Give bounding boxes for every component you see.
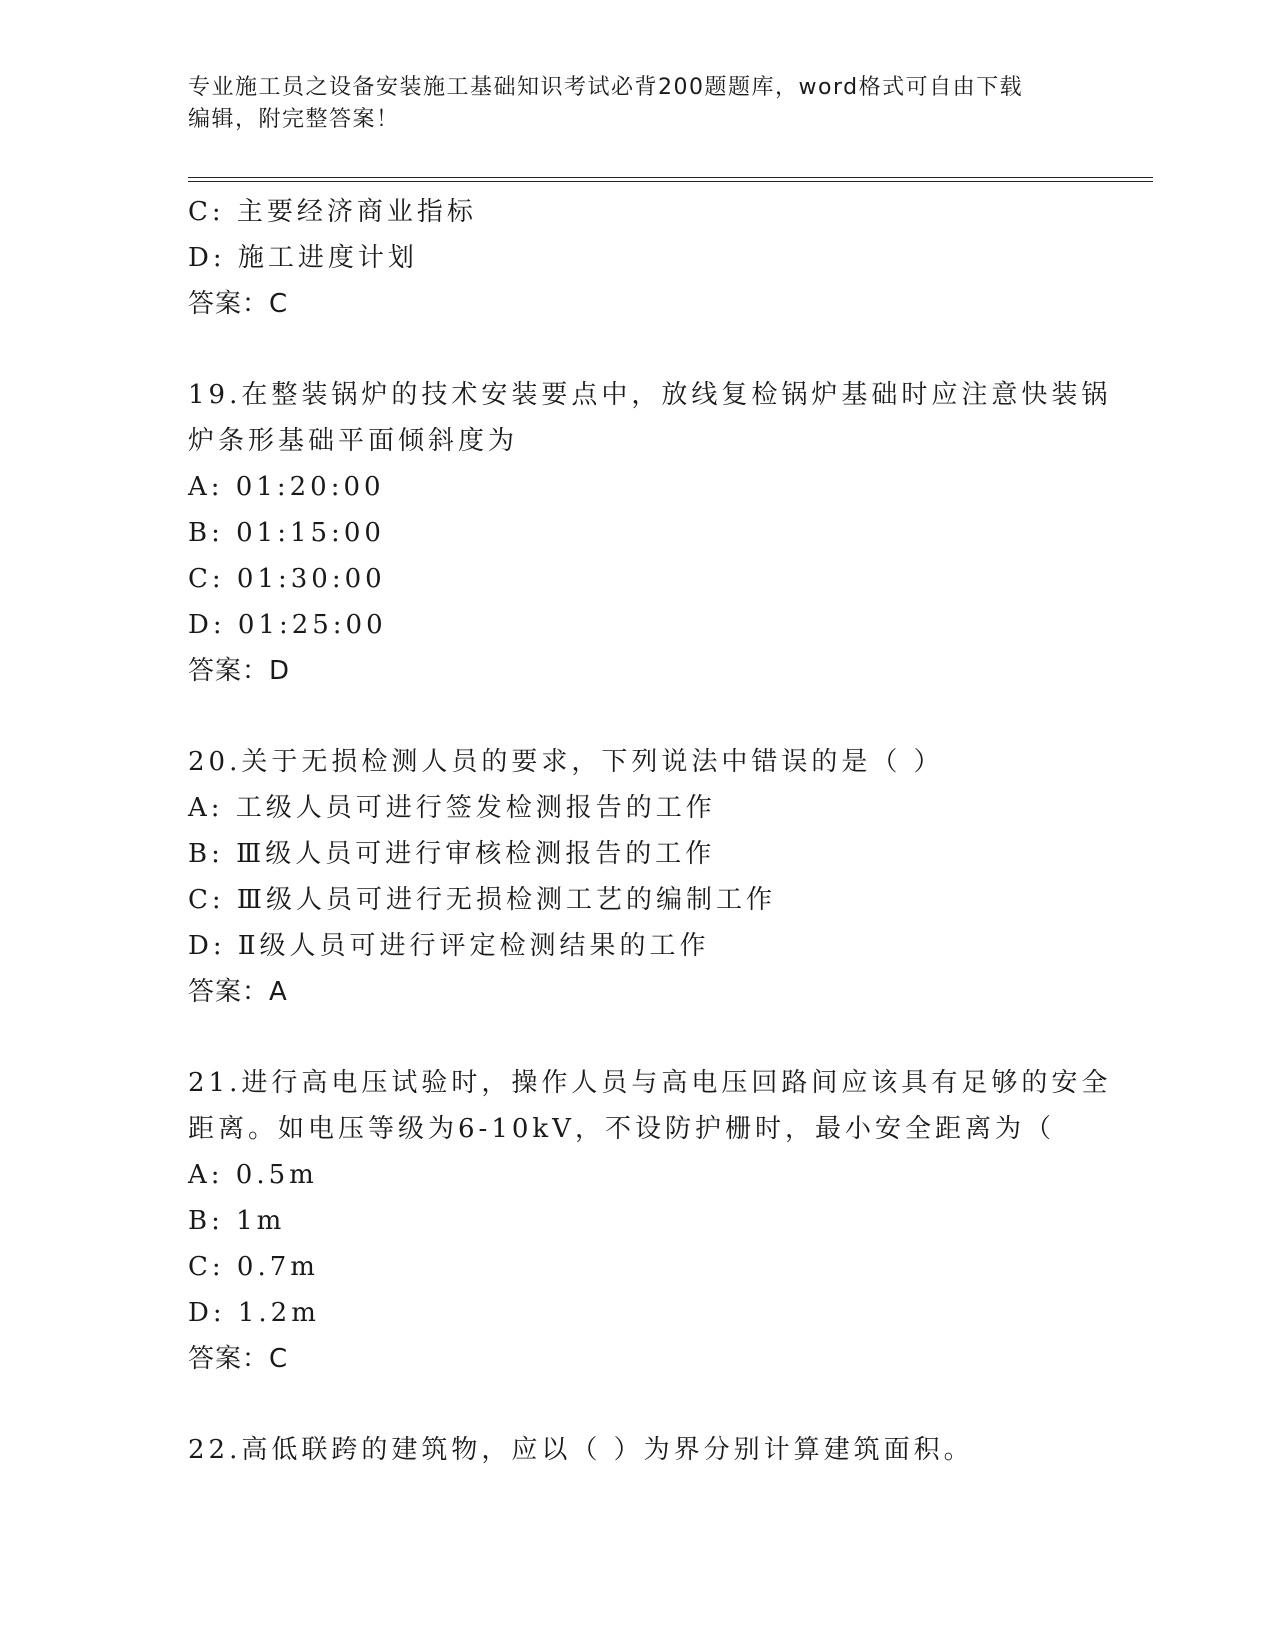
spacer <box>188 327 1088 372</box>
option-d: D: 1.2m <box>188 1298 320 1328</box>
question-19 <box>188 372 1112 694</box>
option-c: C: 主要经济商业指标 <box>188 197 477 227</box>
option-c: C: Ⅲ级人员可进行无损检测工艺的编制工作 <box>188 885 776 915</box>
document-body <box>188 189 1112 1473</box>
option-b: B: Ⅲ级人员可进行审核检测报告的工作 <box>188 839 716 869</box>
question-stem-line-2: 炉条形基础平面倾斜度为 <box>188 426 519 456</box>
answer-line: 答案：C <box>188 289 289 319</box>
spacer <box>188 694 1088 739</box>
option-a: A: 01:20:00 <box>188 472 385 502</box>
header-divider-top <box>188 177 1153 178</box>
document-header <box>188 72 1088 136</box>
question-21 <box>188 1060 1112 1382</box>
question-22 <box>188 1427 1088 1473</box>
option-d: D: 01:25:00 <box>188 610 387 640</box>
question-stem-line-1: 21.进行高电压试验时，操作人员与高电压回路间应该具有足够的安全 <box>188 1068 1112 1098</box>
header-divider-bottom <box>188 181 1153 182</box>
question-stem-line-2: 距离。如电压等级为6-10kV，不设防护栅时，最小安全距离为（ <box>188 1114 1055 1144</box>
question-stem-line-1: 22.高低联跨的建筑物，应以（ ）为界分别计算建筑面积。 <box>188 1435 974 1465</box>
option-b: B: 01:15:00 <box>188 518 385 548</box>
header-line-2: 编辑，附完整答案！ <box>188 107 400 132</box>
option-a: A: 工级人员可进行签发检测报告的工作 <box>188 793 716 823</box>
option-c: C: 01:30:00 <box>188 564 386 594</box>
question-stem-line-1: 19.在整装锅炉的技术安装要点中，放线复检锅炉基础时应注意快装锅 <box>188 380 1112 410</box>
answer-line: 答案：D <box>188 656 291 686</box>
header-line-1: 专业施工员之设备安装施工基础知识考试必背200题题库，word格式可自由下载 <box>188 75 1024 100</box>
previous-question-tail <box>188 189 1088 327</box>
option-c: C: 0.7m <box>188 1252 319 1282</box>
option-b: B: 1m <box>188 1206 286 1236</box>
spacer <box>188 1382 1088 1427</box>
option-d: D: 施工进度计划 <box>188 243 418 273</box>
option-d: D: Ⅱ级人员可进行评定检测结果的工作 <box>188 931 710 961</box>
answer-line: 答案：C <box>188 1344 289 1374</box>
answer-line: 答案：A <box>188 977 288 1007</box>
question-stem-line-1: 20.关于无损检测人员的要求，下列说法中错误的是（ ） <box>188 747 944 777</box>
option-a: A: 0.5m <box>188 1160 318 1190</box>
question-20 <box>188 739 1088 1015</box>
spacer <box>188 1015 1088 1060</box>
